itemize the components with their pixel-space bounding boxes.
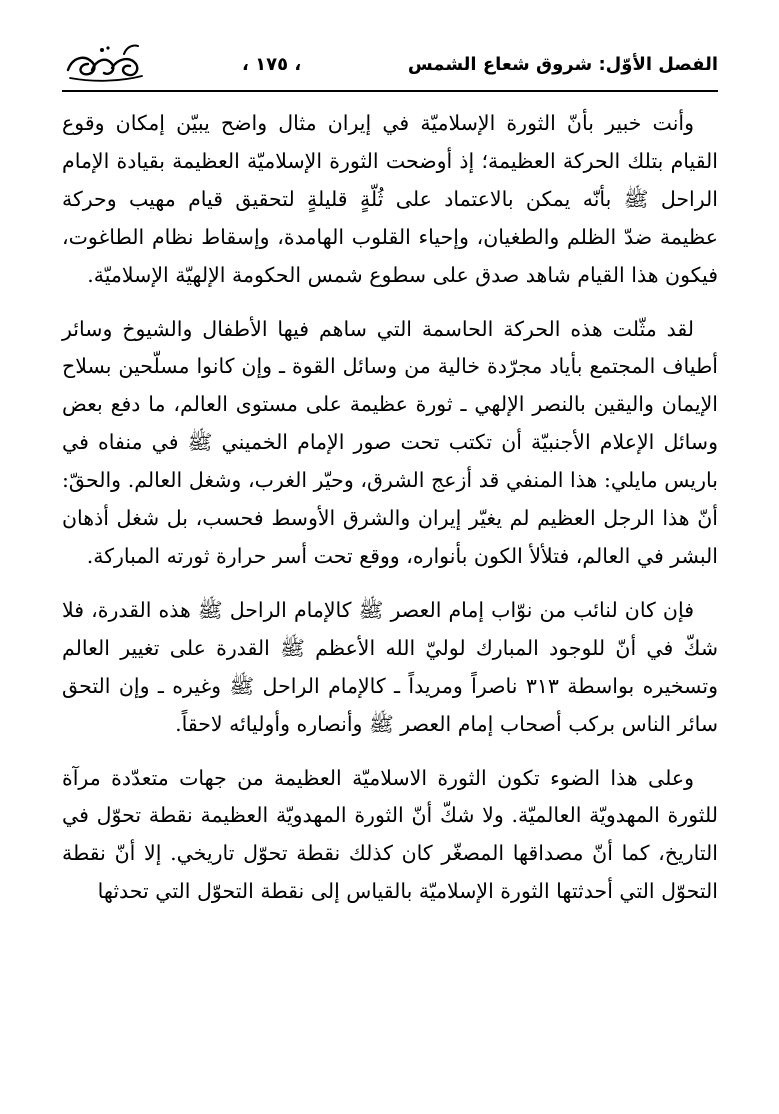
- paragraph: فإن كان لنائب من نوّاب إمام العصر ﷺ كالإمام الراحل ﷺ هذه القدرة، فلا شكّ في أنّ للوجود المبارك لوليّ الله الأعظم ﷺ القدرة على تغيير العالم وتسخيره بواسطة ٣١٣ ناصراً ومريداً ـ كالإمام الراحل ﷺ وغيره ـ وإن التحق سائر الناس بركب أصحاب إمام العصر ﷺ وأنصاره وأوليائه لاحقاً.: [62, 597, 718, 736]
- paragraph: لقد مثّلت هذه الحركة الحاسمة التي ساهم فيها الأطفال والشيوخ وسائر أطياف المجتمع بأياد مجرّدة خالية من وسائل القوة ـ وإن كانوا مسلّحين بسلاح الإيمان واليقين بالنصر الإلهي ـ ثورة عظيمة على مستوى العالم، ما دفع بعض وسائل الإعلام الأجنبيّة أن تكتب تحت صور الإمام الخميني ﷺ في منفاه في باريس مايلي: هذا المنفي قد أزعج الشرق، وحيّر الغرب، وشغل العالم. والحقّ: أنّ هذا الرجل العظيم لم يغيّر إيران والشرق الأوسط فحسب، بل شغل أذهان البشر في العالم، فتلألأ الكون بأنواره، ووقع تحت أسر حرارة ثورته المباركة.: [62, 316, 718, 568]
- header-divider: [62, 90, 718, 92]
- page-number: ، ١٧٥ ،: [242, 54, 302, 75]
- paragraph: وعلى هذا الضوء تكون الثورة الاسلاميّة العظيمة من جهات متعدّدة مرآة للثورة المهدويّة العالميّة. ولا شكّ أنّ الثورة المهدويّة العظيمة نقطة تحوّل في التاريخ، كما أنّ مصداقها المصغّر كان كذلك نقطة تحوّل تاريخي. إلا أنّ نقطة التحوّل التي أحدثتها الثورة الإسلاميّة بالقياس إلى نقطة التحوّل التي تحدثها: [62, 765, 718, 904]
- page-header: [62, 40, 718, 92]
- page-body: [62, 105, 718, 911]
- chapter-title: الفصل الأوّل: شروق شعاع الشمس: [407, 54, 718, 75]
- calligraphy-ornament-icon: [62, 40, 148, 86]
- paragraph: وأنت خبير بأنّ الثورة الإسلاميّة في إيران مثال واضح يبيّن إمكان وقوع القيام بتلك الحركة العظيمة؛ إذ أوضحت الثورة الإسلاميّة العظيمة بقيادة الإمام الراحل ﷺ بأنّه يمكن بالاعتماد على ثُلّةٍ قليلةٍ لتحقيق قيام مهيب وحركة عظيمة ضدّ الظلم والطغيان، وإحياء القلوب الهامدة، وإسقاط نظام الطاغوت، فيكون هذا القيام شاهد صدق على سطوع شمس الحكومة الإلهيّة الإسلاميّة.: [62, 111, 718, 287]
